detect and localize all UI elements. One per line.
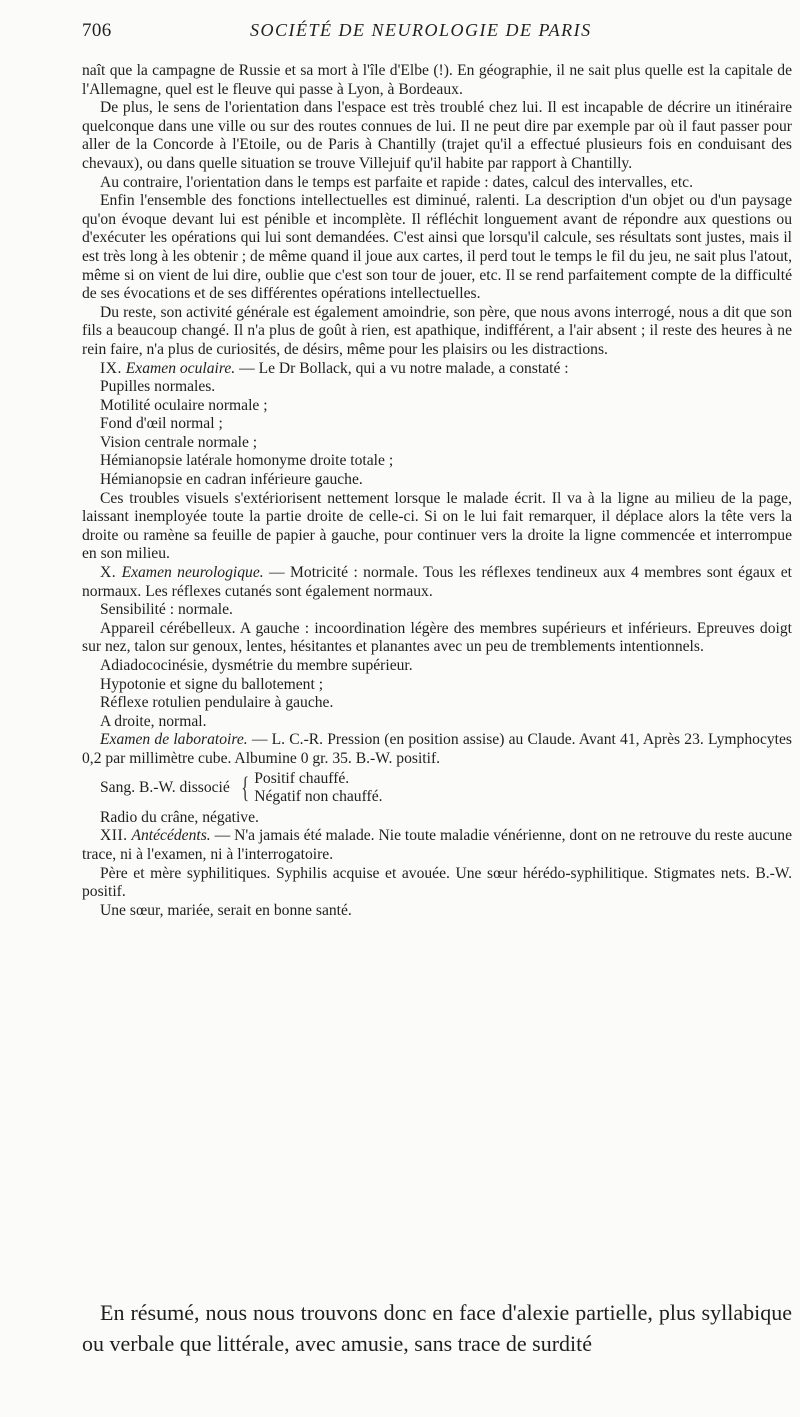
section-title: Examen oculaire.	[125, 359, 236, 377]
blood-test-options	[254, 770, 382, 807]
ocular-finding: Fond d'œil normal ;	[100, 415, 223, 433]
neuro-finding: Réflexe rotulien pendulaire à gauche.	[100, 694, 334, 712]
blood-test-option: Positif chauffé.	[254, 769, 350, 787]
blood-test-label: Sang. B.-W. dissocié	[100, 778, 230, 796]
paragraph: De plus, le sens de l'orientation dans l'espace est très troublé chez lui. Il est incapable de décrire un itinéraire quelconque dans une ville ou sur des routes connues de lui. Il ne peut dire par exemple par où il faut passer pour aller de la Concorde à l'Etoile, ou de Paris à Chantilly (trajet qu'il a effectué plusieurs fois en conduisant des chevaux), ou dans quelle situation se trouve Villejuif qu'il habite par rapport à Chantilly.	[82, 99, 792, 172]
neuro-finding: Adiadococinésie, dysmétrie du membre supérieur.	[100, 657, 413, 674]
neuro-finding: A droite, normal.	[100, 712, 207, 730]
ocular-finding: Vision centrale normale ;	[100, 433, 258, 451]
paragraph: Du reste, son activité générale est également amoindrie, son père, que nous avons interrogé, nous a dit que son fils a beaucoup changé. Il n'a plus de goût à rien, est apathique, indifférent, a l'air absent ; il reste des heures à ne rein faire, n'a plus de curiosités, de désirs, même pour les plaisirs ou les distractions.	[82, 303, 792, 358]
section-title: Examen neurologique.	[121, 564, 264, 582]
paragraph: Enfin l'ensemble des fonctions intellectuelles est diminué, ralenti. La description d'un objet ou d'un paysage qu'on évoque devant lui est pénible et incomplète. Il réfléchit longuement avant de répondre aux questions ou d'exécuter les opérations qui lui sont demandées. C'est ainsi que lorsqu'il calcule, ses résultats sont justes, mais il est très long à les obtenir ; de même quand il joue aux cartes, il perd tout le temps le fil du jeu, ne sait plus l'atout, même si on vient de lui dire, oublie que c'est son tour de jouer, etc. Il se rend parfaitement compte de la difficulté de ses évocations et de ses différentes opérations intellectuelles.	[82, 192, 792, 303]
ocular-exam-heading-line	[82, 360, 792, 379]
brace-glyph: {	[241, 771, 249, 805]
section-number: XII.	[100, 827, 128, 845]
radio-result: Radio du crâne, négative.	[100, 808, 259, 826]
lab-results: — L. C.-R. Pression (en position assise) au Claude. Avant 41, Après 23. Lymphocytes 0,2 par millimètre cube. Albumine 0 gr. 35. B.-W. positif.	[82, 731, 792, 767]
section-title: Antécédents.	[131, 827, 211, 845]
section-intro: — Motricité : normale. Tous les réflexes tendineux aux 4 membres sont égaux et normaux. Les réflexes cutanés sont également normaux.	[82, 564, 792, 600]
summary	[82, 1297, 792, 1359]
ocular-finding: Hémianopsie latérale homonyme droite totale ;	[100, 452, 394, 470]
section-intro: — N'a jamais été malade. Nie toute maladie vénérienne, dont on ne retrouve du reste aucune trace, ni à l'examen, ni à l'interrogatoire.	[82, 827, 792, 863]
section-intro: — Le Dr Bollack, qui a vu notre malade, a constaté :	[235, 359, 569, 377]
neuro-finding: Hypotonie et signe du ballotement ;	[100, 675, 324, 693]
blood-test-option: Négatif non chauffé.	[254, 788, 383, 806]
paragraph: Au contraire, l'orientation dans le temps est parfaite et rapide : dates, calcul des intervalles, etc.	[100, 173, 693, 191]
blood-test-block	[82, 770, 792, 807]
antecedent-item: Une sœur, mariée, serait en bonne santé.	[100, 901, 352, 919]
paragraph: naît que la campagne de Russie et sa mort à l'île d'Elbe (!). En géographie, il ne sait plus quelle est la capitale de l'Allemagne, quel est le fleuve qui passe à Lyon, à Bordeaux.	[82, 62, 792, 98]
ocular-finding: Pupilles normales.	[100, 378, 216, 396]
page-number: 706	[82, 20, 112, 41]
antecedent-item: Père et mère syphilitiques. Syphilis acquise et avouée. Une sœur hérédo-syphilitique. Stigmates nets. B.-W. positif.	[82, 864, 792, 901]
ocular-finding: Hémianopsie en cadran inférieure gauche.	[100, 471, 363, 489]
neuro-finding: Appareil cérébelleux. A gauche : incoordination légère des membres supérieurs et inférieurs. Epreuves doigt sur nez, talon sur genoux, lentes, hésitantes et planantes avec un peu de tremblements intentionnels.	[82, 619, 792, 656]
section-number: X.	[100, 564, 117, 582]
body-text	[82, 62, 792, 920]
running-title: SOCIÉTÉ DE NEUROLOGIE DE PARIS	[250, 20, 592, 40]
section-title: Examen de laboratoire.	[100, 731, 248, 749]
summary-text: En résumé, nous nous trouvons donc en face d'alexie partielle, plus syllabique ou verbale que littérale, avec amusie, sans trace de surdité	[82, 1300, 792, 1356]
ocular-finding: Motilité oculaire normale ;	[100, 396, 268, 414]
paragraph: Ces troubles visuels s'extériorisent nettement lorsque le malade écrit. Il va à la ligne au milieu de la page, laissant inemployée toute la partie droite de celle-ci. Si on le lui fait remarquer, il déplace alors la tête vers la droite ou ramène sa feuille de papier à gauche, pour continuer vers la droite la ligne commencée et interrompue en son milieu.	[82, 489, 792, 563]
section-number: IX.	[100, 359, 122, 377]
neuro-finding: Sensibilité : normale.	[100, 601, 233, 619]
antecedents-heading-line	[82, 827, 792, 864]
neuro-exam-heading-line	[82, 564, 792, 601]
page-header	[82, 20, 760, 42]
lab-exam-line	[82, 731, 792, 768]
